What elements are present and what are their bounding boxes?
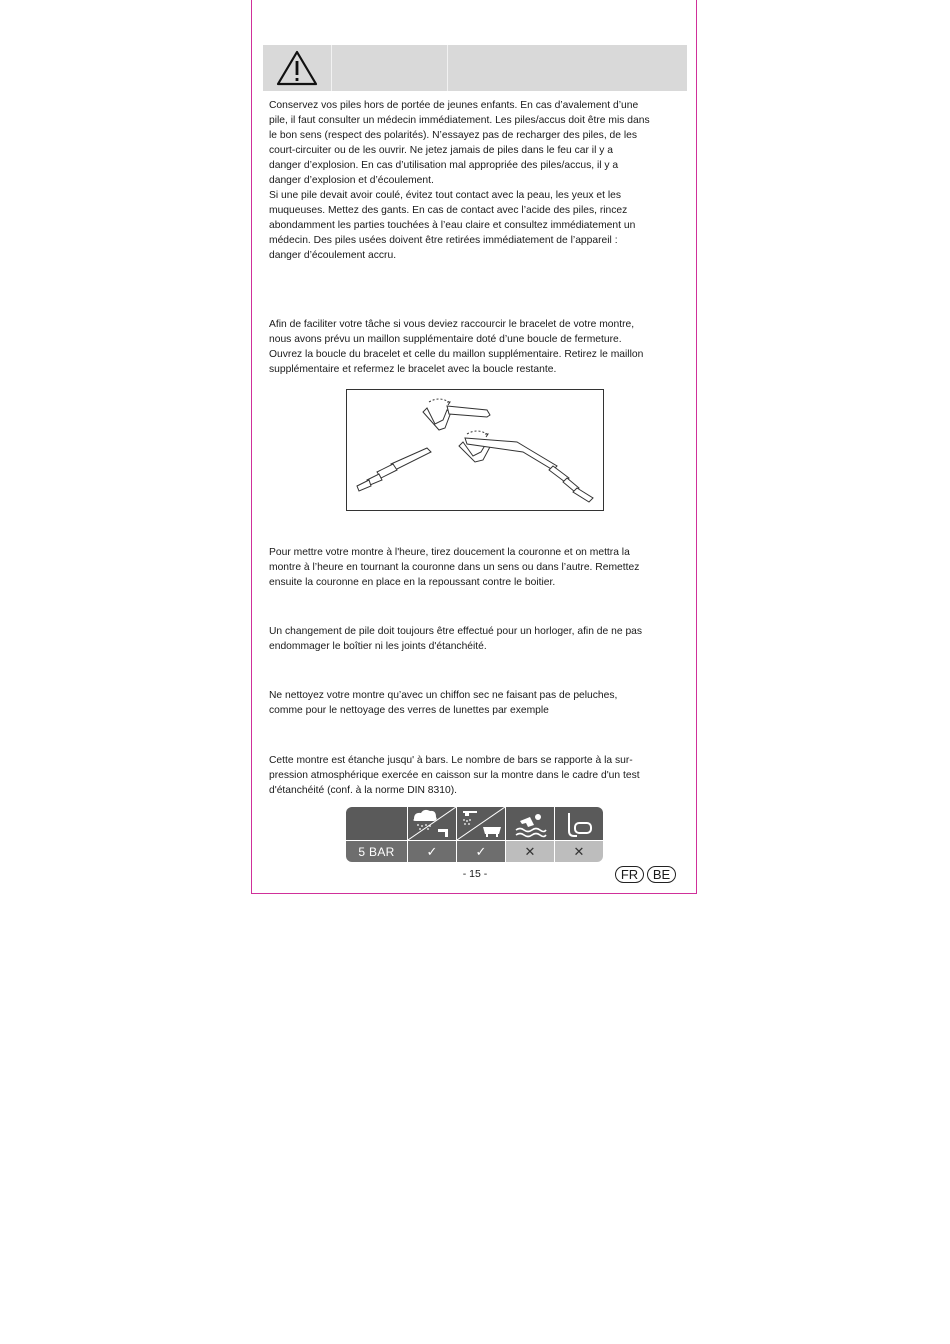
check-icon: ✓	[475, 843, 487, 859]
shower-bath-mark	[457, 841, 505, 862]
water-marks-row	[346, 841, 603, 862]
battery-change-text: Un changement de pile doit toujours être effectué pour un horloger, afin de ne pas endommager le boîtier ni les joints d'étanchéité.	[269, 626, 643, 652]
language-badge-be: BE	[647, 866, 676, 883]
water-rating-cell	[346, 841, 407, 862]
cleaning-text: Ne nettoyez votre montre qu’avec un chiffon sec ne faisant pas de peluches, comme pour le nettoyage des verres de lunettes par exemple	[269, 690, 618, 716]
language-badges	[615, 866, 676, 883]
cross-icon: ✕	[573, 843, 585, 859]
shower-bath-icon	[457, 807, 505, 840]
warning-header-cell	[448, 45, 687, 91]
bracelet-links-drawing	[347, 390, 603, 510]
battery-safety-text: Conservez vos piles hors de portée de jeunes enfants. En cas d’avalement d’une pile, il faut consulter un médecin immédiatement. Les piles/accus doit être mis dans le bon sens (respect des polarités). N’essayez pas de recharger des piles, de les court-circuiter ou de les ouvrir. Ne jetez jamais de piles dans le feu car il y a danger d’explosion. En cas d’utilisation mal appropriée des piles/accus, il y a danger d’explosion et d’écoulement. Si une pile devait avoir coulé, évitez tout contact avec la peau, les yeux et les muqueuses. Mettez des gants. En cas de contact avec l’acide des piles, rincez abondamment les parties touchées à l’eau claire et consultez immédiatement un médecin. Des piles usées doivent être retirées immédiatement de l’appareil : danger d’écoulement accru.	[269, 100, 650, 261]
snorkel-diving-mark	[555, 841, 603, 862]
bracelet-text: Afin de faciliter votre tâche si vous deviez raccourcir le bracelet de votre montre, nous avons prévu un maillon supplémentaire doté d’une boucle de fermeture. Ouvrez la boucle du bracelet et celle du maillon supplémentaire. Retirez le maillon supplémentaire et refermez le bracelet avec la boucle restante.	[269, 319, 644, 375]
bracelet-illustration	[346, 389, 604, 511]
set-time-text: Pour mettre votre montre à l'heure, tirez doucement la couronne et on mettra la montre à l’heure en tournant la couronne dans un sens ou dans l’autre. Remettez ensuite la couronne en place en la repoussant contre le boitier.	[269, 547, 640, 588]
snorkel-diving-icon	[555, 807, 603, 840]
warning-header	[263, 45, 687, 91]
language-badge-fr: FR	[615, 866, 644, 883]
water-table-corner	[346, 807, 407, 840]
cross-icon: ✕	[524, 843, 536, 859]
rain-splash-mark	[408, 841, 456, 862]
warning-icon-cell	[263, 45, 332, 91]
warning-header-cell	[332, 45, 448, 91]
warning-triangle-icon	[276, 50, 318, 86]
swimming-icon	[506, 807, 554, 840]
water-icons-row	[346, 807, 603, 840]
water-rating-label: 5 BAR	[358, 844, 395, 859]
swimming-mark	[506, 841, 554, 862]
water-resistance-table	[346, 807, 603, 862]
check-icon: ✓	[426, 843, 438, 859]
page-number: - 15 -	[462, 868, 488, 880]
water-resistance-text: Cette montre est étanche jusqu' à bars. Le nombre de bars se rapporte à la sur- pression atmosphérique exercée en caisson sur la montre dans le cadre d'un test d'étanchéité (conf. à la norme DIN 8310).	[269, 755, 640, 796]
rain-splash-icon	[408, 807, 456, 840]
